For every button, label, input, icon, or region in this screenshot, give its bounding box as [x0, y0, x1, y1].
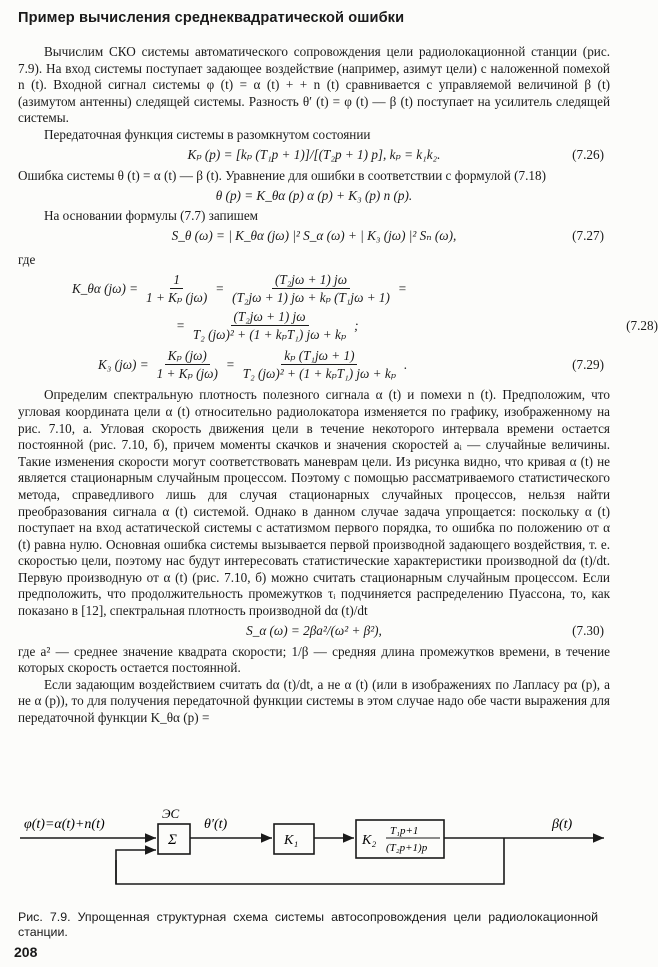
equation-7-26-number: (7.26) [572, 147, 604, 163]
semicolon: ; [354, 317, 359, 333]
k2-label: K₂ [362, 833, 377, 848]
input-label: φ(t)=α(t)+n(t) [24, 817, 105, 832]
equation-7-28-line1 [72, 272, 610, 305]
equation-7-30-number: (7.30) [572, 623, 604, 639]
paragraph-where-a: где a² — среднее значение квадрата скорости; 1/β — средняя длина промежутков времени, в течение которых скорость остается постоянной. [18, 643, 610, 676]
fraction-numerator: 1 [170, 272, 183, 289]
error-label: θ′(t) [204, 817, 228, 832]
fraction-numerator: kₚ (T₁jω + 1) [281, 348, 357, 365]
equation-error-body: θ (p) = K_θα (p) α (p) + K₃ (p) n (p). [215, 187, 413, 203]
equation-error [18, 184, 610, 208]
fraction [154, 348, 221, 381]
fraction-numerator: Kₚ (jω) [165, 348, 210, 365]
paragraph-basis: На основании формулы (7.7) запишем [44, 208, 259, 224]
equation-7-27-number: (7.27) [572, 228, 604, 244]
paragraph-error: Ошибка системы θ (t) = α (t) — β (t). Уравнение для ошибки в соответствии с формулой (7.18) [18, 167, 546, 183]
period: . [404, 356, 408, 372]
equation-7-28-line2 [176, 309, 658, 343]
sum-label: Σ [168, 832, 177, 848]
paragraph-spectral: Определим спектральную плотность полезного сигнала α (t) и помехи n (t). Предположим, что угловая координата цели α (t) относительно радиолокатора изменяется по графику, изображенному на рис. 7.10, а. Угловая скорость движения цели в течение некоторого интервала времени остается постоянной (рис. 7.10, б), причем моменты скачков и значения скоростей aᵢ — случайные величины. Такие изменения скорости могут соответствовать маневрам цели. Из рисунка видно, что кривая α (t) не является стационарным случайным процессом. Поэтому с помощью рассматриваемого статистического метода, справедливого лишь для случая стационарных случайных процессов, нельзя найти преобразования сигнала α (t) системой. Однако в данном случае задача упрощается: поскольку α (t) поступает на вход астатической системы с астатизмом первого порядка, то ошибка по положению от α (t) равна нулю. Основная ошибка системы вызывается первой производной задающего воздействия, т. е. скоростью цели, поэтому нас будут интересовать статистические характеристики производной dα (t)/dt. Первую производную от α (t) (рис. 7.10, б) можно считать стационарным случайным процессом. Если предположить, что продолжительность промежутков τᵢ подчиняется распределению Пуассона, то, как показано в [12], спектральная плотность производной dα (t)/dt [18, 387, 610, 619]
fraction-denominator: 1 + Kₚ (jω) [146, 290, 208, 306]
output-label: β(t) [552, 817, 573, 832]
block-diagram [14, 800, 610, 910]
equation-7-26 [18, 144, 610, 168]
where-label: где [18, 251, 36, 267]
equals-sign: = [215, 280, 225, 296]
equals-sign: = [397, 280, 407, 296]
equation-7-29 [98, 348, 610, 381]
equation-7-30-body: S_α (ω) = 2βa²/(ω² + β²), [246, 623, 382, 639]
fraction [229, 272, 393, 305]
equation-7-28-lhs: K_θα (jω) = [72, 280, 139, 296]
fraction-denominator: T₂ (jω)² + (1 + kₚT₁) jω + kₚ [242, 366, 396, 382]
tf-denominator: (T₂p+1)p [386, 842, 428, 854]
fraction-numerator: (T₂jω + 1) jω [231, 309, 309, 326]
equation-7-30 [18, 620, 610, 644]
figure-caption: Рис. 7.9. Упрощенная структурная схема системы автосопровождения цели радиолокационной станции. [18, 910, 598, 939]
k1-label: K₁ [284, 833, 299, 848]
equation-7-26-body: Kₚ (p) = [kₚ (T₁p + 1)]/[(T₂p + 1) p], kₚ = k₁k₂. [187, 147, 441, 163]
equation-7-27 [18, 225, 610, 249]
fraction-denominator: (T₂jω + 1) jω + kₚ (T₁jω + 1) [232, 290, 390, 306]
equation-7-28-number: (7.28) [626, 317, 658, 333]
tf-numerator: T₁p+1 [390, 825, 419, 837]
equation-7-29-lhs: K₃ (jω) = [98, 356, 149, 372]
equals-sign: = [176, 317, 185, 333]
ec-label: ЭС [162, 806, 180, 821]
equation-7-27-body: S_θ (ω) = | K_θα (jω) |² S_α (ω) + | K₃ (jω) |² Sₙ (ω), [171, 228, 457, 244]
page-number: 208 [14, 944, 38, 960]
fraction [190, 309, 349, 342]
paragraph-intro: Вычислим СКО системы автоматического сопровождения цели радиолокационной станции (рис. 7.9). На вход системы поступает задающее воздействие (например, азимут цели) с наложенной помехой n (t). Входной сигнал системы φ (t) = α (t) + + n (t) сравнивается с управляемой величиной β (t) (азимутом антенны) следящей системы. Разность θ′ (t) = φ (t) — β (t) поступает на усилитель следящей системы. [18, 44, 610, 126]
section-heading: Пример вычисления среднеквадратической ошибки [18, 10, 405, 26]
fraction-denominator: T₂ (jω)² + (1 + kₚT₁) jω + kₚ [192, 327, 347, 343]
paragraph-laplace: Если задающим воздействием считать dα (t)/dt, а не α (t) (или в изображениях по Лапласу pα (p), а не α (p)), то для получения передаточной функции системы в этом случае надо обе части выражения для передаточной функции K_θα (p) = [18, 676, 610, 726]
fraction [143, 272, 210, 305]
paragraph-transfer-function: Передаточная функция системы в разомкнутом состоянии [44, 126, 371, 142]
body-text [18, 44, 658, 727]
fraction-numerator: (T₂jω + 1) jω [272, 272, 350, 289]
fraction [240, 348, 399, 381]
equals-sign: = [225, 356, 235, 372]
feedback-to-sum [116, 850, 156, 856]
fraction-denominator: 1 + Kₚ (jω) [156, 366, 218, 382]
equation-7-29-number: (7.29) [572, 356, 604, 372]
